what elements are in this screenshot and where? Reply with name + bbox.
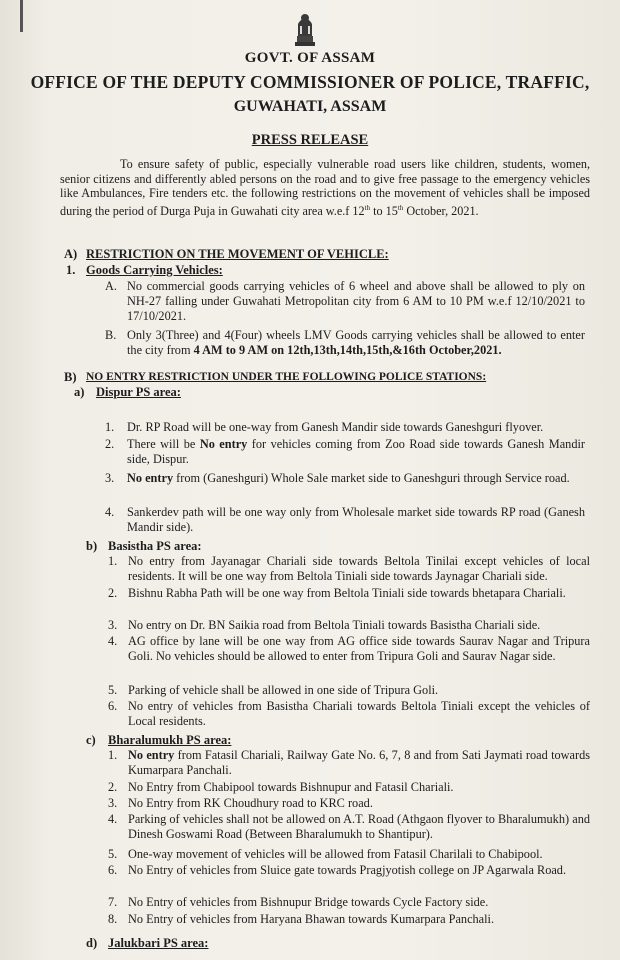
item-number: 3. [105, 471, 115, 485]
office-heading: OFFICE OF THE DEPUTY COMMISSIONER OF POLICE, TRAFFIC, [30, 72, 590, 92]
item-number: 4. [105, 505, 115, 519]
area-d-label: d) [86, 936, 98, 950]
item-number: 1. [108, 748, 118, 762]
item-number: 4. [108, 812, 118, 826]
item-text: No Entry from RK Choudhury road to KRC road. [128, 796, 373, 810]
item-number: 6. [108, 699, 118, 713]
section-b-label: B) [64, 370, 77, 384]
item-number: B. [105, 328, 117, 342]
item-number: 5. [108, 847, 118, 861]
state-emblem-icon [292, 12, 318, 48]
item-text: Only 3(Three) and 4(Four) wheels LMV Goods carrying vehicles shall be allowed to enter the city from 4 AM to 9 AM on 12th,13th,14th,15th,&16th October,2021. [127, 328, 585, 358]
item-number: 3. [108, 796, 118, 810]
item-text: There will be No entry for vehicles coming from Zoo Road side towards Ganesh Mandir side, Dispur. [127, 437, 585, 467]
item-number: 7. [108, 895, 118, 909]
item-text: Parking of vehicle shall be allowed in one side of Tripura Goli. [128, 683, 439, 697]
item-text: AG office by lane will be one way from AG office side towards Saurav Nagar and Tripura Goli. No vehicles should be allowed to enter from Tripura Goli and Saurav Nagar side. [128, 634, 590, 664]
item-text: No entry from (Ganeshguri) Whole Sale market side to Ganeshguri through Service road. [127, 471, 570, 485]
item-text: Dr. RP Road will be one-way from Ganesh Mandir side towards Ganeshguri flyover. [127, 420, 544, 434]
item-text: No entry from Jayanagar Chariali side towards Beltola Tinilai except vehicles of local residents. It will be one way from Beltola Tiniali side towards Jaynagar Chariali side. [128, 554, 590, 584]
item-text: No entry of vehicles from Basistha Chariali towards Beltola Tiniali except the vehicles of Local residents. [128, 699, 590, 729]
item-text: No entry from Fatasil Chariali, Railway Gate No. 6, 7, 8 and from Sati Jaymati road towards Kumarpara Panchali. [128, 748, 590, 778]
section-a-label: A) [64, 247, 78, 261]
area-b-label: b) [86, 539, 98, 553]
area-c-title: Bharalumukh PS area: [108, 733, 232, 747]
section-a-title: RESTRICTION ON THE MOVEMENT OF VEHICLE: [86, 247, 389, 261]
item-number: 4. [108, 634, 118, 648]
item-number: 2. [105, 437, 115, 451]
item-text: Parking of vehicles shall not be allowed on A.T. Road (Athgaon flyover to Bharalumukh) and Dinesh Goswami Road (Between Bharalumukh to Shantipur). [128, 812, 590, 842]
area-a-title: Dispur PS area: [96, 385, 181, 399]
item-number: 3. [108, 618, 118, 632]
item-number: 2. [108, 780, 118, 794]
area-b-title: Basistha PS area: [108, 539, 202, 553]
area-a-label: a) [74, 385, 85, 399]
page-edge-mark [20, 0, 23, 32]
press-release-title: PRESS RELEASE [251, 132, 369, 148]
list-item [105, 328, 585, 360]
govt-heading: GOVT. OF ASSAM [244, 50, 376, 66]
area-d-title: Jalukbari PS area: [108, 936, 209, 950]
city-heading: GUWAHATI, ASSAM [233, 98, 387, 115]
item-text: No Entry of vehicles from Haryana Bhawan towards Kumarpara Panchali. [128, 912, 495, 926]
item-text: No commercial goods carrying vehicles of 6 wheel and above shall be allowed to ply on NH-27 falling under Guwahati Metropolitan city from 6 AM to 10 PM w.e.f 12/10/2021 to 17/10/2021. [127, 279, 585, 324]
item-text: No entry on Dr. BN Saikia road from Beltola Tiniali towards Basistha Chariali side. [128, 618, 541, 632]
subsection-1-label: 1. [66, 263, 76, 277]
section-b-title: NO ENTRY RESTRICTION UNDER THE FOLLOWING POLICE STATIONS: [86, 371, 487, 383]
item-text: No Entry of vehicles from Sluice gate towards Pragjyotish college on JP Agarwala Road. [128, 863, 567, 877]
item-number: A. [105, 279, 117, 293]
area-c-label: c) [86, 733, 96, 747]
item-number: 1. [105, 420, 115, 434]
item-number: 6. [108, 863, 118, 877]
item-text: No Entry from Chabipool towards Bishnupur and Fatasil Chariali. [128, 780, 454, 794]
list-item [105, 279, 585, 329]
subsection-1-title: Goods Carrying Vehicles: [86, 263, 223, 277]
item-text: One-way movement of vehicles will be allowed from Fatasil Charilali to Chabipool. [128, 847, 543, 861]
item-number: 8. [108, 912, 118, 926]
item-number: 2. [108, 586, 118, 600]
item-number: 5. [108, 683, 118, 697]
item-number: 1. [108, 554, 118, 568]
item-text: No Entry of vehicles from Bishnupur Bridge towards Cycle Factory side. [128, 895, 489, 909]
item-text: Bishnu Rabha Path will be one way from Beltola Tiniali side towards bhetapara Chariali. [128, 586, 566, 600]
item-text: Sankerdev path will be one way only from Wholesale market side towards RP road (Ganesh Mandir side). [127, 505, 585, 535]
intro-paragraph: To ensure safety of public, especially vulnerable road users like children, students, women, senior citizens and differently abled persons on the road and to give free passage to the emergency vehicles like Ambulances, Fire tenders etc. the following restrictions on the movement of vehicles shall be imposed during the period of Durga Puja in Guwahati city area w.e.f 12th to 15th October, 2021. [60, 157, 590, 218]
